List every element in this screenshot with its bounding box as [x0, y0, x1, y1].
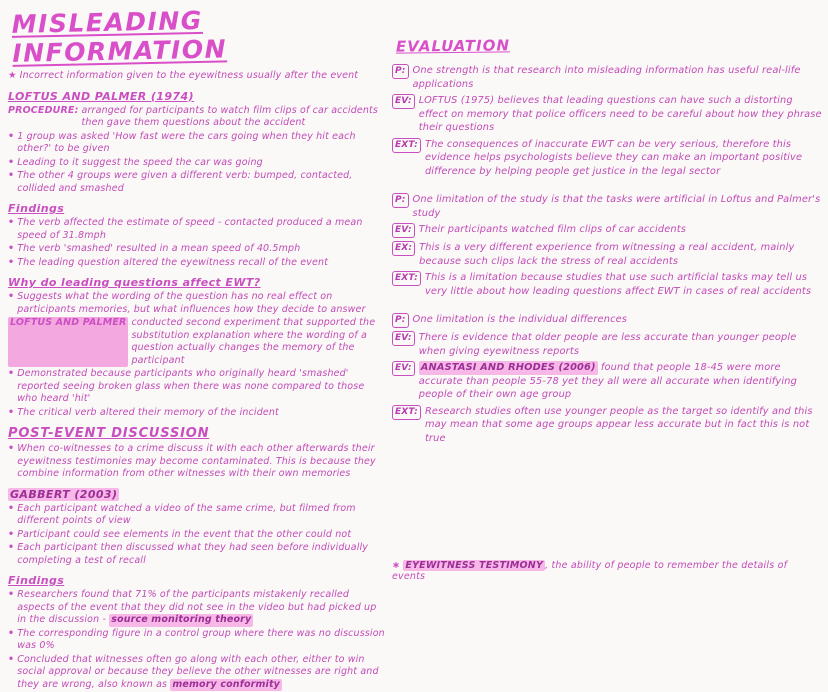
- list-item: [8, 317, 386, 367]
- bullet-marker: ★: [8, 70, 17, 81]
- list-item: [8, 105, 386, 130]
- list-item-body: Concluded that witnesses often go along with each other, either to win social approval or because they believe the other witnesses are right and they are wrong, also known as: [17, 653, 379, 690]
- tag-extend: EXT:: [392, 138, 421, 153]
- list-item-text: Demonstrated because participants who originally heard 'smashed' reported seeing broken glass when there was none compared to those who heard 'hit': [17, 368, 365, 404]
- list-item-text: arranged for participants to watch film clips of car accidents then gave them questions about the accident: [81, 104, 379, 128]
- bullet-marker: •: [8, 291, 15, 302]
- section-heading-loftus-palmer: LOFTUS AND PALMER (1974): [8, 89, 194, 103]
- section-heading-why-leading-questions: Why do leading questions affect EWT?: [8, 276, 261, 289]
- intro-text: Incorrect information given to the eyewitness usually after the event: [19, 70, 359, 81]
- list-item-body: Researchers found that 71% of the participants mistakenly recalled aspects of the event that they did not see in the video but had picked up in the discussion -: [17, 589, 377, 625]
- tag-evidence: EV:: [392, 331, 415, 346]
- evaluation-point: [392, 313, 822, 328]
- footer-definition-text: , the ability of people to remember the details of events: [392, 560, 788, 582]
- list-item-text: Participant could see elements in the event that the other could not: [17, 528, 352, 540]
- list-item-text: [17, 654, 386, 692]
- list-item: [8, 291, 386, 316]
- evaluation-text: One strength is that research into misleading information has useful real-life applications: [412, 65, 801, 90]
- bullet-marker: •: [8, 542, 15, 553]
- list-item: [8, 529, 386, 542]
- evaluation-point-anastasi: [392, 361, 822, 402]
- section-heading-findings-1: Findings: [8, 202, 65, 215]
- evaluation-text: Their participants watched film clips of car accidents: [418, 224, 686, 235]
- section-heading-gabbert: [8, 488, 386, 501]
- highlight-source-monitoring-theory: source monitoring theory: [111, 614, 252, 625]
- list-item: [8, 589, 386, 627]
- evaluation-text: This is a limitation because studies that use such artificial tasks may tell us very little about how leading questions affect EWT in cases of real accidents: [424, 272, 812, 297]
- evaluation-text: [419, 361, 822, 402]
- list-item-text: The verb 'smashed' resulted in a mean speed of 40.5mph: [17, 243, 301, 254]
- list-item: [8, 217, 386, 242]
- list-item: [8, 654, 386, 692]
- highlight-memory-conformity: memory conformity: [172, 678, 280, 690]
- evaluation-text: This is a very different experience from witnessing a real accident, mainly because such clips lack the stress of real accidents: [419, 242, 795, 267]
- list-item: [8, 170, 386, 195]
- list-item: [8, 443, 386, 481]
- bullet-marker: •: [8, 653, 15, 665]
- bullet-marker: •: [8, 443, 15, 454]
- evaluation-text: Research studies often use younger people as the target so identify and this may mean that some age groups appear less accurate but in fact this is not true: [424, 405, 813, 444]
- bullet-marker: •: [8, 256, 15, 268]
- tag-point: P:: [392, 64, 409, 79]
- list-item-text: The corresponding figure in a control group where there was no discussion was 0%: [17, 627, 385, 651]
- list-item: [8, 503, 386, 528]
- bullet-marker: •: [8, 368, 15, 379]
- list-item-text: The other 4 groups were given a different verb: bumped, contacted, collided and smashed: [17, 170, 353, 194]
- right-column: [392, 36, 822, 448]
- list-item: [8, 243, 386, 256]
- list-item: [8, 542, 386, 567]
- list-item: [8, 157, 386, 170]
- evaluation-point: [392, 271, 822, 298]
- evaluation-point: [392, 223, 822, 238]
- evaluation-point: [392, 241, 822, 268]
- evaluation-point: [392, 405, 822, 446]
- evaluation-text: LOFTUS (1975) believes that leading questions can have such a distorting effect on memory that police officers need to be careful about how they phrase their questions: [418, 95, 822, 133]
- list-item-text: When co-witnesses to a crime discuss it with each other afterwards their eyewitness testimonies may become contaminated. This is because they combine information from other witnesses with their own memories: [17, 443, 376, 479]
- evaluation-title: EVALUATION: [395, 36, 511, 56]
- tag-explain: EX:: [392, 241, 415, 256]
- list-item-text: Suggests what the wording of the question has no real effect on participants memories, but what influences how they decide to answer: [17, 291, 366, 315]
- intro-line: [8, 70, 386, 83]
- highlight-anastasi-rhodes: ANASTASI AND RHODES (2006): [420, 362, 596, 373]
- evaluation-point: [392, 193, 822, 220]
- list-item: [8, 368, 386, 406]
- tag-point: P:: [392, 193, 409, 208]
- footer-definition: [392, 560, 822, 582]
- evaluation-text: The consequences of inaccurate EWT can be very serious, therefore this evidence helps psychologists believe they can make an important positive difference by helping people get justice in the legal sector: [424, 138, 803, 177]
- tag-evidence: EV:: [392, 223, 415, 238]
- label-loftus-palmer: LOFTUS AND PALMER: [8, 317, 128, 367]
- list-item: [8, 407, 386, 420]
- list-item-text: [17, 589, 386, 627]
- label-procedure: PROCEDURE:: [8, 104, 79, 116]
- section-heading-post-event-discussion: POST-EVENT DISCUSSION: [8, 426, 210, 441]
- tag-evidence: EV:: [392, 361, 415, 376]
- evaluation-text-visible: found that people 18-45 were more accurate than people 55-78 yet they all were all accurate when identifying people of their own age group: [418, 362, 797, 400]
- bullet-marker: •: [8, 502, 15, 514]
- bullet-marker: •: [8, 156, 15, 168]
- evaluation-text: There is evidence that older people are less accurate than younger people when giving eyewitness reports: [418, 332, 797, 357]
- evaluation-text: One limitation of the study is that the tasks were artificial in Loftus and Palmer's study: [412, 194, 821, 219]
- list-item: [8, 131, 386, 156]
- bullet-marker: •: [8, 528, 15, 540]
- list-item-text: Each participant then discussed what they had seen before individually completing a test of recall: [17, 542, 369, 566]
- evaluation-point: [392, 331, 822, 358]
- tag-extend: EXT:: [392, 271, 421, 286]
- star-icon: ∗: [392, 560, 401, 571]
- bullet-marker: •: [8, 243, 15, 254]
- bullet-marker: •: [8, 130, 15, 142]
- list-item-text: The verb affected the estimate of speed - contacted produced a mean speed of 31.8mph: [17, 217, 363, 241]
- bullet-marker: •: [8, 170, 15, 181]
- evaluation-point: [392, 138, 822, 179]
- section-heading-findings-2: Findings: [8, 574, 65, 587]
- evaluation-point: [392, 64, 822, 91]
- list-item-text: conducted second experiment that supported the substitution explanation where the wording of a question actually changes the memory of the participant: [131, 317, 376, 366]
- evaluation-text: One limitation is the individual differences: [412, 314, 628, 325]
- bullet-marker: •: [8, 406, 15, 418]
- tag-extend: EXT:: [392, 405, 421, 420]
- page-title: MISLEADING INFORMATION: [11, 5, 228, 68]
- bullet-marker: •: [8, 589, 15, 600]
- bullet-marker: •: [8, 217, 15, 228]
- list-item-text: Each participant watched a video of the same crime, but filmed from different points of view: [17, 502, 356, 526]
- highlight-eyewitness-testimony: EYEWITNESS TESTIMONY: [405, 560, 544, 571]
- highlight-gabbert: GABBERT (2003): [10, 487, 118, 501]
- left-column: [8, 4, 386, 692]
- list-item-text: The critical verb altered their memory of the incident: [17, 406, 279, 418]
- list-item: [8, 257, 386, 270]
- list-item-text: The leading question altered the eyewitness recall of the event: [17, 256, 329, 268]
- bullet-marker: •: [8, 627, 15, 639]
- evaluation-point: [392, 94, 822, 135]
- list-item-text: Leading to it suggest the speed the car was going: [17, 156, 263, 168]
- list-item: [8, 628, 386, 653]
- tag-evidence: EV:: [392, 94, 415, 109]
- tag-point: P:: [392, 313, 409, 328]
- list-item-text: 1 group was asked 'How fast were the cars going when they hit each other?' to be given: [17, 130, 356, 154]
